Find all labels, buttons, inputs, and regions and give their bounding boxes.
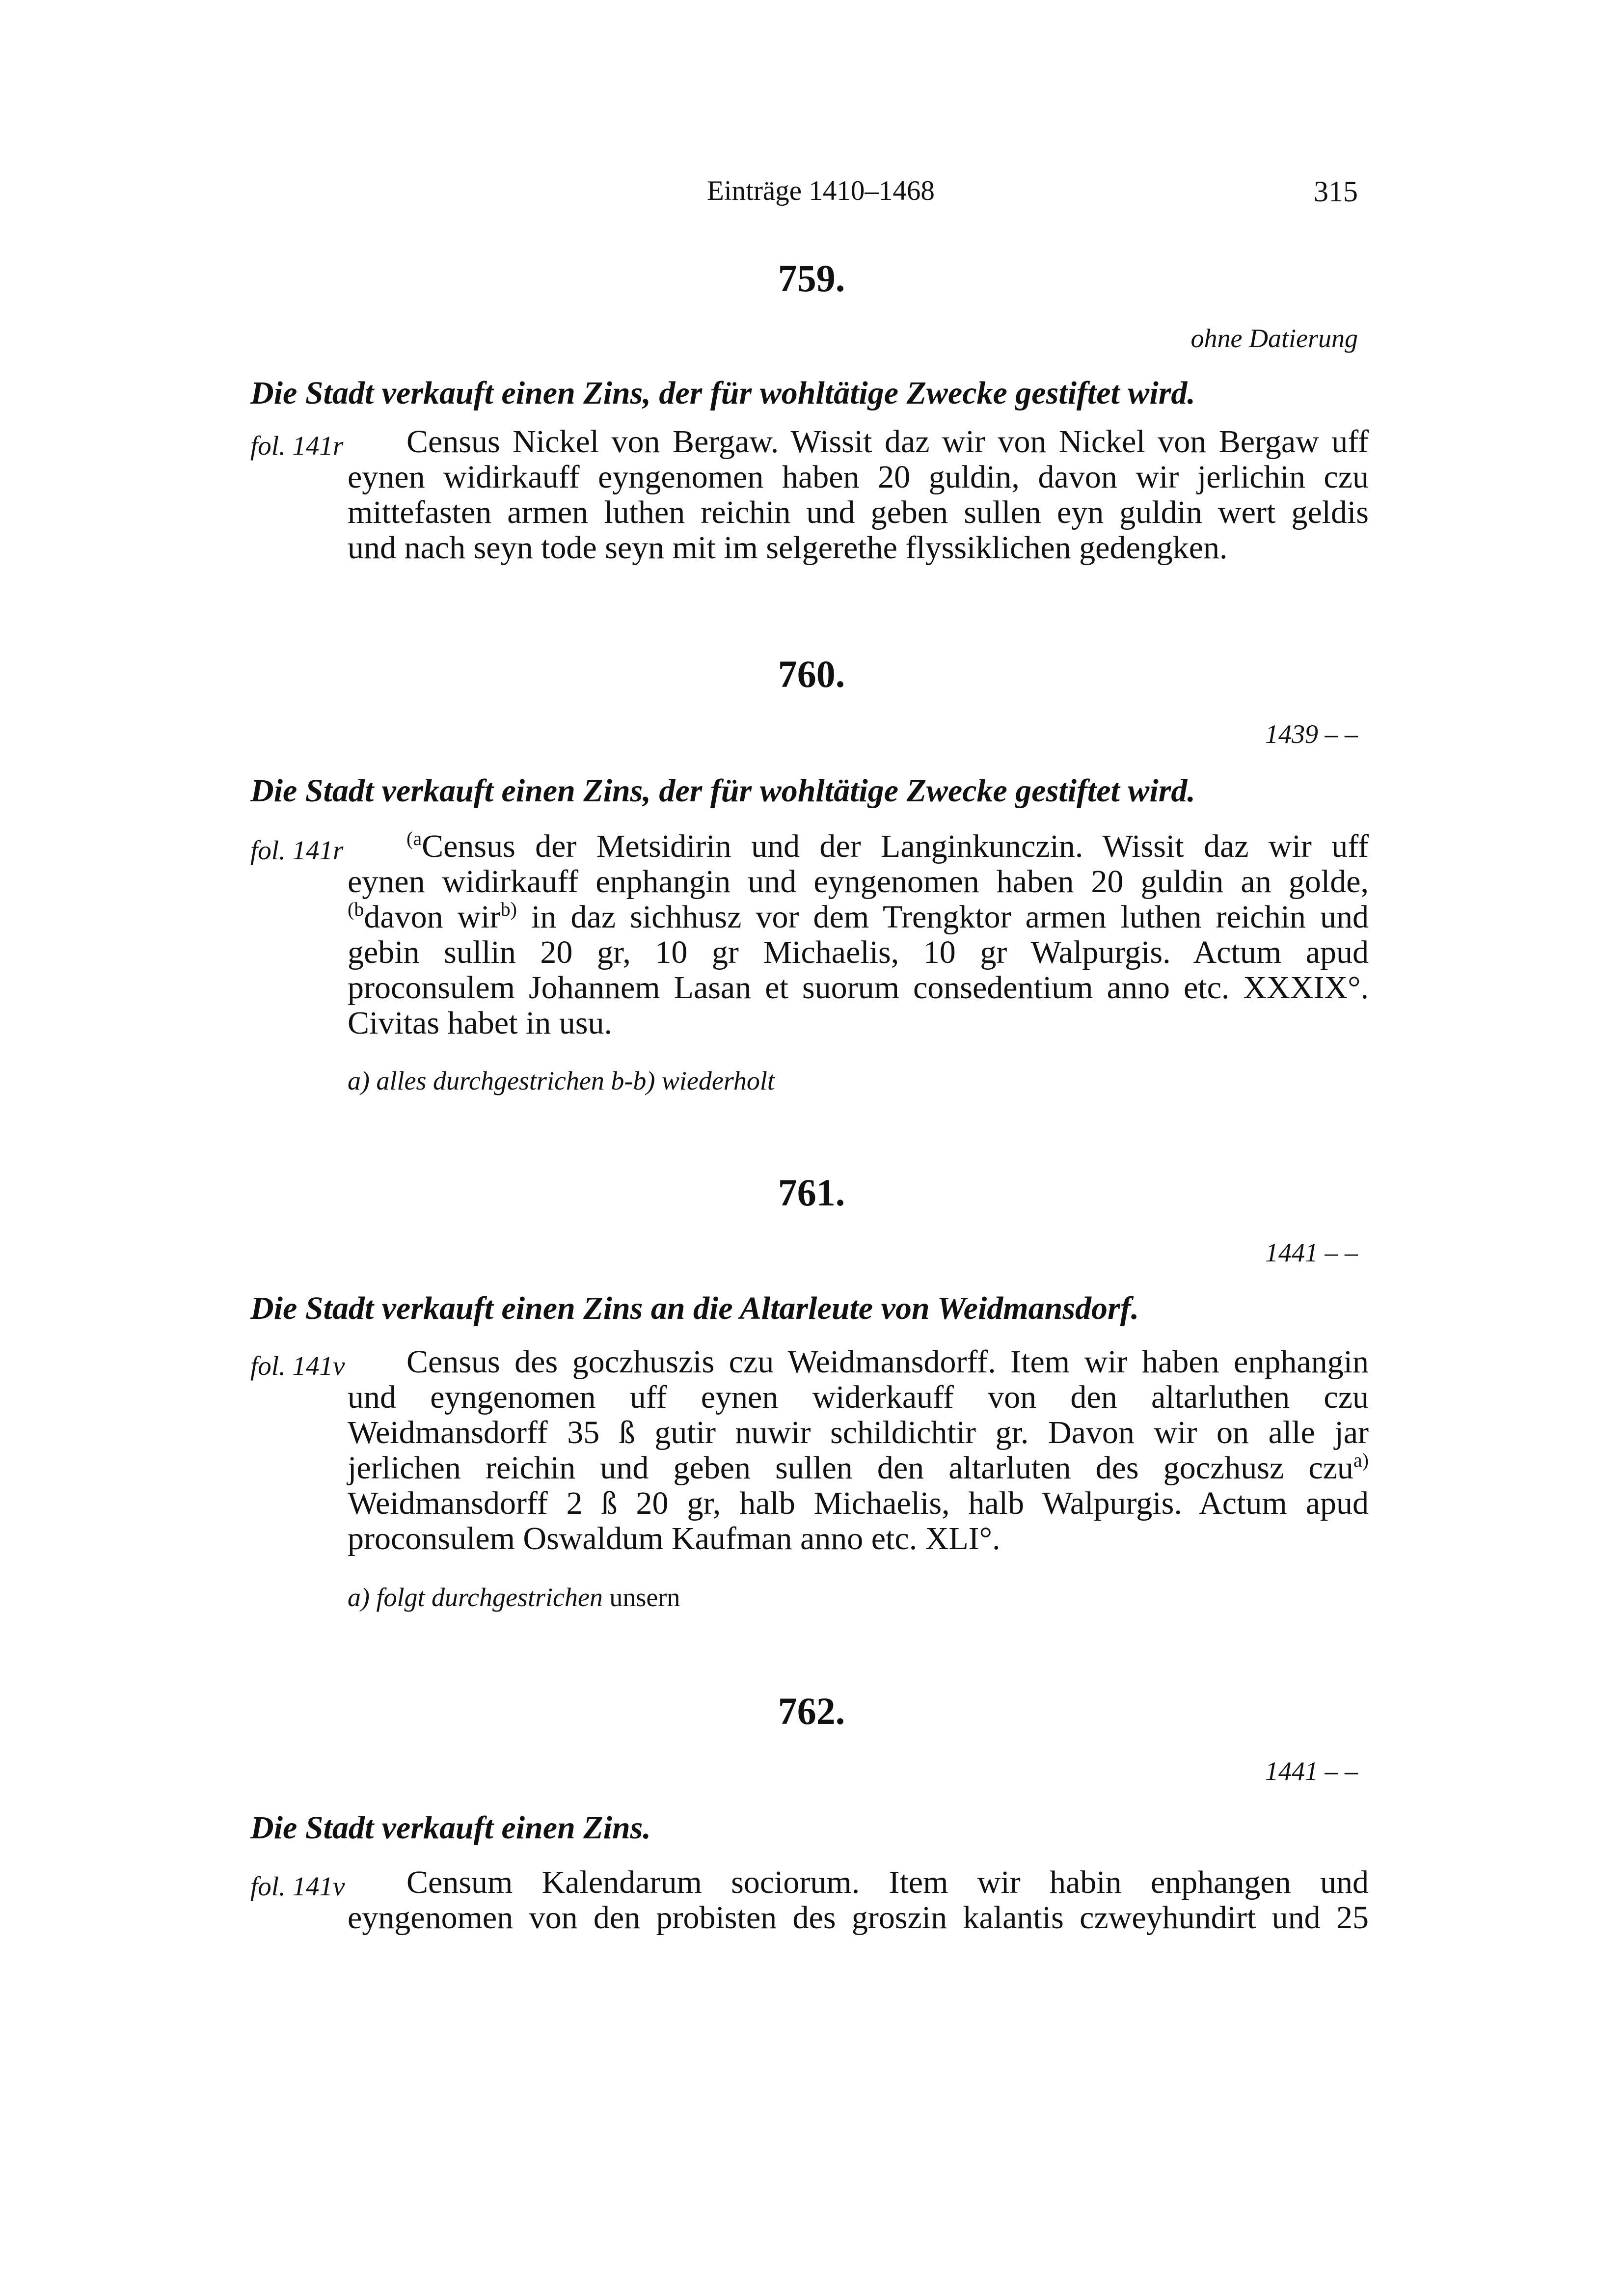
- entry-heading: Die Stadt verkauft einen Zins an die Altarleute von Weidmansdorf.: [250, 1290, 1139, 1326]
- text-line: [348, 829, 1369, 864]
- text-line: mittefasten armen luthen reichin und geben sullen eyn guldin wert geldis: [348, 494, 1369, 530]
- entry-number: 760.: [778, 653, 845, 695]
- text-segment: Census der Metsidirin und der Langinkunczin. Wissit daz wir uff: [422, 828, 1369, 864]
- entry-number: 759.: [778, 257, 845, 300]
- running-title: Einträge 1410–1468: [707, 175, 935, 206]
- text-line: und eyngenomen uff eynen widerkauff von den altarluthen czu: [348, 1379, 1369, 1415]
- text-line: gebin sullin 20 gr, 10 gr Michaelis, 10 gr Walpurgis. Actum apud: [348, 934, 1369, 970]
- folio-reference: fol. 141r: [250, 431, 344, 461]
- text-line: eyngenomen von den probisten des groszin kalantis czweyhundirt und 25: [348, 1900, 1369, 1936]
- note-mark: a): [1353, 1449, 1369, 1471]
- entry-date: 1441 – –: [1265, 1756, 1358, 1786]
- entry-number: 761.: [778, 1171, 845, 1214]
- entry-text: [348, 424, 1369, 566]
- text-segment: in daz sichhusz vor dem Trengktor armen luthen reichin und: [517, 899, 1369, 935]
- folio-reference: fol. 141r: [250, 835, 344, 865]
- folio-reference: fol. 141v: [250, 1351, 345, 1381]
- text-line: Census Nickel von Bergaw. Wissit daz wir von Nickel von Bergaw uff: [406, 424, 1369, 460]
- footnote: [348, 1067, 775, 1094]
- entry-date: 1441 – –: [1265, 1238, 1358, 1267]
- page-number: 315: [1314, 175, 1358, 208]
- entry-text: [348, 1865, 1369, 1936]
- text-line: Census des goczhuszis czu Weidmansdorff. Item wir haben enphangin: [406, 1344, 1369, 1380]
- entry-date: ohne Datierung: [1190, 324, 1358, 353]
- note-mark: b): [500, 898, 517, 920]
- entry-number: 762.: [778, 1690, 845, 1732]
- text-line: [348, 900, 1369, 935]
- text-segment: jerlichen reichin und geben sullen den altarluten des goczhusz czu: [348, 1450, 1353, 1486]
- text-line: und nach seyn tode seyn mit im selgerethe flyssiklichen gedengken.: [348, 530, 1228, 566]
- text-line: eynen widirkauff eyngenomen haben 20 guldin, davon wir jerlichin czu: [348, 459, 1369, 495]
- text-segment: davon wir: [364, 899, 501, 935]
- text-line: proconsulem Oswaldum Kaufman anno etc. XLI°.: [348, 1521, 1001, 1557]
- note-mark: (b: [348, 898, 364, 920]
- text-line: proconsulem Johannem Lasan et suorum consedentium anno etc. XXXIX°.: [348, 970, 1369, 1006]
- footnote-italic: a) folgt durchgestrichen: [348, 1583, 603, 1612]
- text-line: Civitas habet in usu.: [348, 1005, 612, 1041]
- footnote: [348, 1584, 680, 1611]
- entry-heading: Die Stadt verkauft einen Zins, der für wohltätige Zwecke gestiftet wird.: [250, 375, 1195, 411]
- text-line: Weidmansdorff 35 ß gutir nuwir schildichtir gr. Davon wir on alle jar: [348, 1415, 1369, 1450]
- entry-heading: Die Stadt verkauft einen Zins.: [250, 1810, 651, 1846]
- entry-date: 1439 – –: [1265, 719, 1358, 749]
- note-mark: (a: [406, 827, 422, 849]
- folio-reference: fol. 141v: [250, 1871, 345, 1901]
- text-line: [348, 1450, 1369, 1486]
- entry-text: [348, 1344, 1369, 1557]
- text-line: Weidmansdorff 2 ß 20 gr, halb Michaelis, halb Walpurgis. Actum apud: [348, 1485, 1369, 1521]
- footnote-plain: unsern: [602, 1583, 680, 1612]
- entry-heading: Die Stadt verkauft einen Zins, der für wohltätige Zwecke gestiftet wird.: [250, 773, 1195, 809]
- text-line: Censum Kalendarum sociorum. Item wir habin enphangen und: [406, 1864, 1369, 1900]
- footnote-text: a) alles durchgestrichen b-b) wiederholt: [348, 1066, 775, 1095]
- entry-text: [348, 829, 1369, 1041]
- text-line: eynen widirkauff enphangin und eyngenomen haben 20 guldin an golde,: [348, 864, 1369, 900]
